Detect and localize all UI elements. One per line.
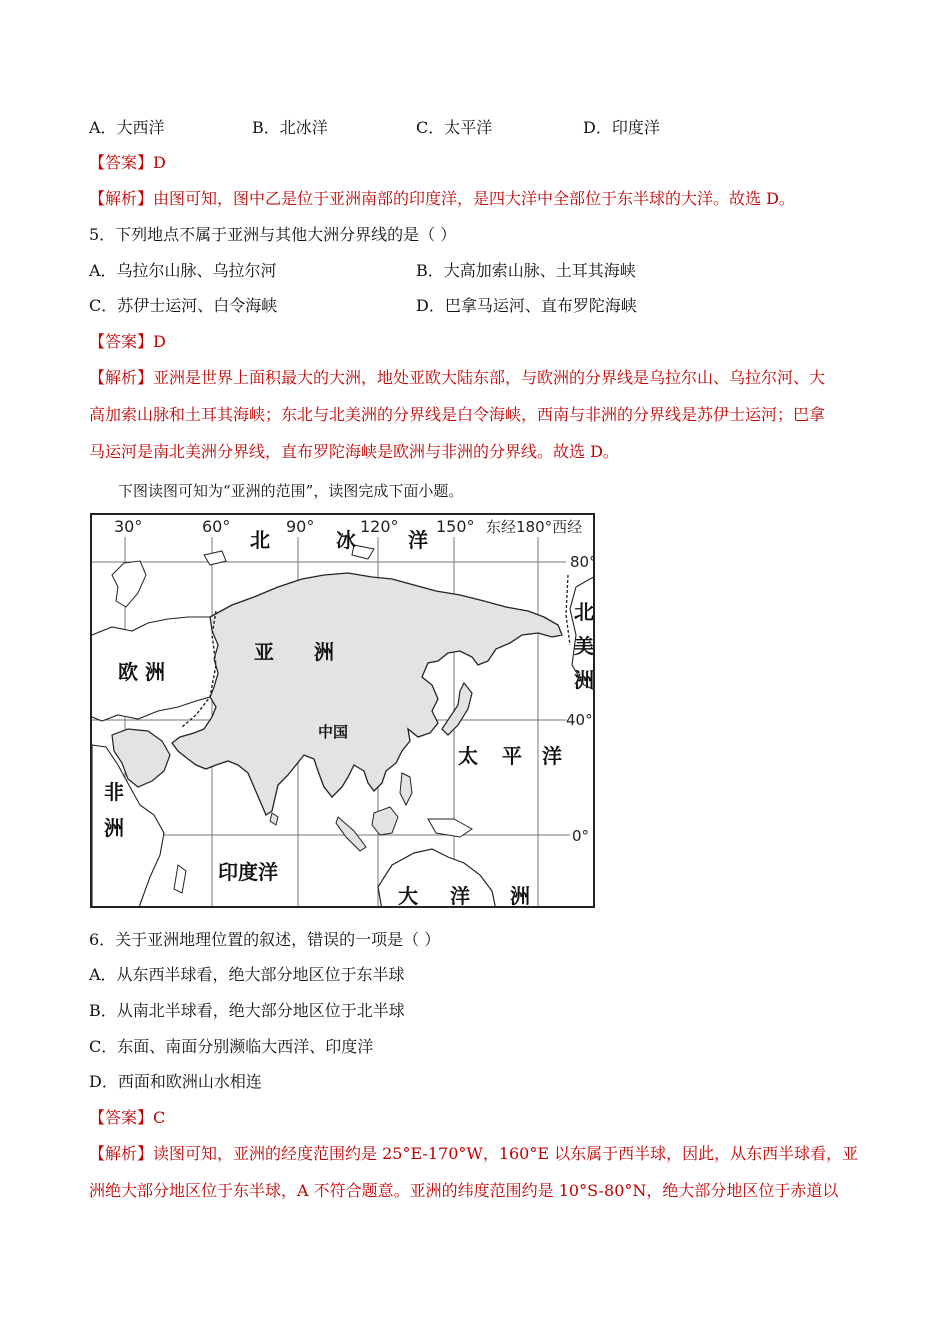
oceania-label-3: 洲 <box>510 884 530 908</box>
madagascar-outline <box>174 865 186 893</box>
north-america-label-3: 洲 <box>574 668 594 692</box>
q4-option-a: A．大西洋 <box>89 118 165 137</box>
q6-answer: 【答案】C <box>89 1108 166 1127</box>
q5-option-d: D．巴拿马运河、直布罗陀海峡 <box>416 296 637 315</box>
q6-stem: 6．关于亚洲地理位置的叙述，错误的一项是（ ） <box>89 930 441 949</box>
q5-option-a: A．乌拉尔山脉、乌拉尔河 <box>89 261 277 280</box>
q4-answer: 【答案】D <box>89 153 166 172</box>
indian-ocean-label: 印度洋 <box>218 860 278 884</box>
scandinavia-outline <box>112 561 146 607</box>
q5-stem: 5．下列地点不属于亚洲与其他大洲分界线的是（ ） <box>89 225 457 244</box>
japan-islands <box>442 683 472 735</box>
asia-label-1: 亚 <box>254 640 274 664</box>
q5-option-c: C．苏伊士运河、白令海峡 <box>89 296 278 315</box>
q6-analysis-line-1: 【解析】读图可知，亚洲的经度范围约是 25°E-170°W，160°E 以东属于西半球，因此，从东西半球看，亚 <box>89 1144 859 1163</box>
lat-label-80: 80° <box>570 553 597 571</box>
q6-option-a: A．从东西半球看，绝大部分地区位于东半球 <box>89 965 405 984</box>
asia-map <box>90 513 595 908</box>
asia-landmass <box>172 573 562 815</box>
lon-label-60: 60° <box>202 517 231 536</box>
q5-analysis-line-2: 高加索山脉和土耳其海峡；东北与北美洲的分界线是白令海峡，西南与非洲的分界线是苏伊士运河；巴拿 <box>89 405 826 424</box>
lon-label-120: 120° <box>360 517 399 536</box>
island-philippines <box>400 773 412 805</box>
q4-analysis: 【解析】由图可知，图中乙是位于亚洲南部的印度洋，是四大洋中全部位于东半球的大洋。故选 D。 <box>89 189 795 208</box>
arctic-ocean-label-1: 北 <box>250 528 270 552</box>
island-borneo <box>372 807 398 835</box>
island-sumatra <box>336 817 366 851</box>
lon-label-30: 30° <box>114 517 143 536</box>
q4-option-d: D．印度洋 <box>583 118 660 137</box>
oceania-label-1: 大 <box>398 884 418 908</box>
lon-header: 东经180°西经 <box>486 518 583 536</box>
pacific-label-2: 平 <box>502 744 522 768</box>
q5-answer: 【答案】D <box>89 332 166 351</box>
bering-boundary <box>566 575 570 645</box>
africa-label-1: 非 <box>104 780 124 804</box>
lat-label-0: 0° <box>572 827 590 845</box>
asia-map-graphic <box>92 515 595 908</box>
q4-option-b: B．北冰洋 <box>252 118 328 137</box>
north-america-label-1: 北 <box>574 600 594 624</box>
q5-analysis-line-3: 马运河是南北美洲分界线，直布罗陀海峡是欧洲与非洲的分界线。故选 D。 <box>89 442 619 461</box>
australia-outline <box>378 849 496 908</box>
lon-label-150: 150° <box>436 517 475 536</box>
lon-label-90: 90° <box>286 517 315 536</box>
oceania-label-2: 洋 <box>450 884 470 908</box>
q6-option-d: D．西面和欧洲山水相连 <box>89 1072 262 1091</box>
map-intro: 下图读图可知为“亚洲的范围”，读图完成下面小题。 <box>118 482 464 500</box>
pacific-label-3: 洋 <box>542 744 562 768</box>
lat-label-40: 40° <box>566 711 593 729</box>
arctic-ocean-label-2: 冰 <box>336 528 356 552</box>
q6-analysis-line-2: 洲绝大部分地区位于东半球，A 不符合题意。亚洲的纬度范围约是 10°S-80°N，绝大部分地区位于赤道以 <box>89 1181 839 1200</box>
q6-option-c: C．东面、南面分别濒临大西洋、印度洋 <box>89 1037 374 1056</box>
q5-option-b: B．大高加索山脉、土耳其海峡 <box>416 261 636 280</box>
africa-label-2: 洲 <box>104 816 124 840</box>
island-sri-lanka <box>270 813 278 825</box>
north-america-label-2: 美 <box>574 634 594 658</box>
arctic-island-1 <box>204 551 226 565</box>
arctic-ocean-label-3: 洋 <box>408 528 428 552</box>
europe-label: 欧 洲 <box>118 660 165 684</box>
asia-label-2: 洲 <box>314 640 334 664</box>
island-new-guinea <box>428 819 472 837</box>
china-label: 中国 <box>318 723 349 741</box>
q4-option-c: C．太平洋 <box>416 118 493 137</box>
q6-option-b: B．从南北半球看，绝大部分地区位于北半球 <box>89 1001 405 1020</box>
q5-analysis-line-1: 【解析】亚洲是世界上面积最大的大洲，地处亚欧大陆东部，与欧洲的分界线是乌拉尔山、乌拉尔河、大 <box>89 368 826 387</box>
pacific-label-1: 太 <box>458 744 478 768</box>
